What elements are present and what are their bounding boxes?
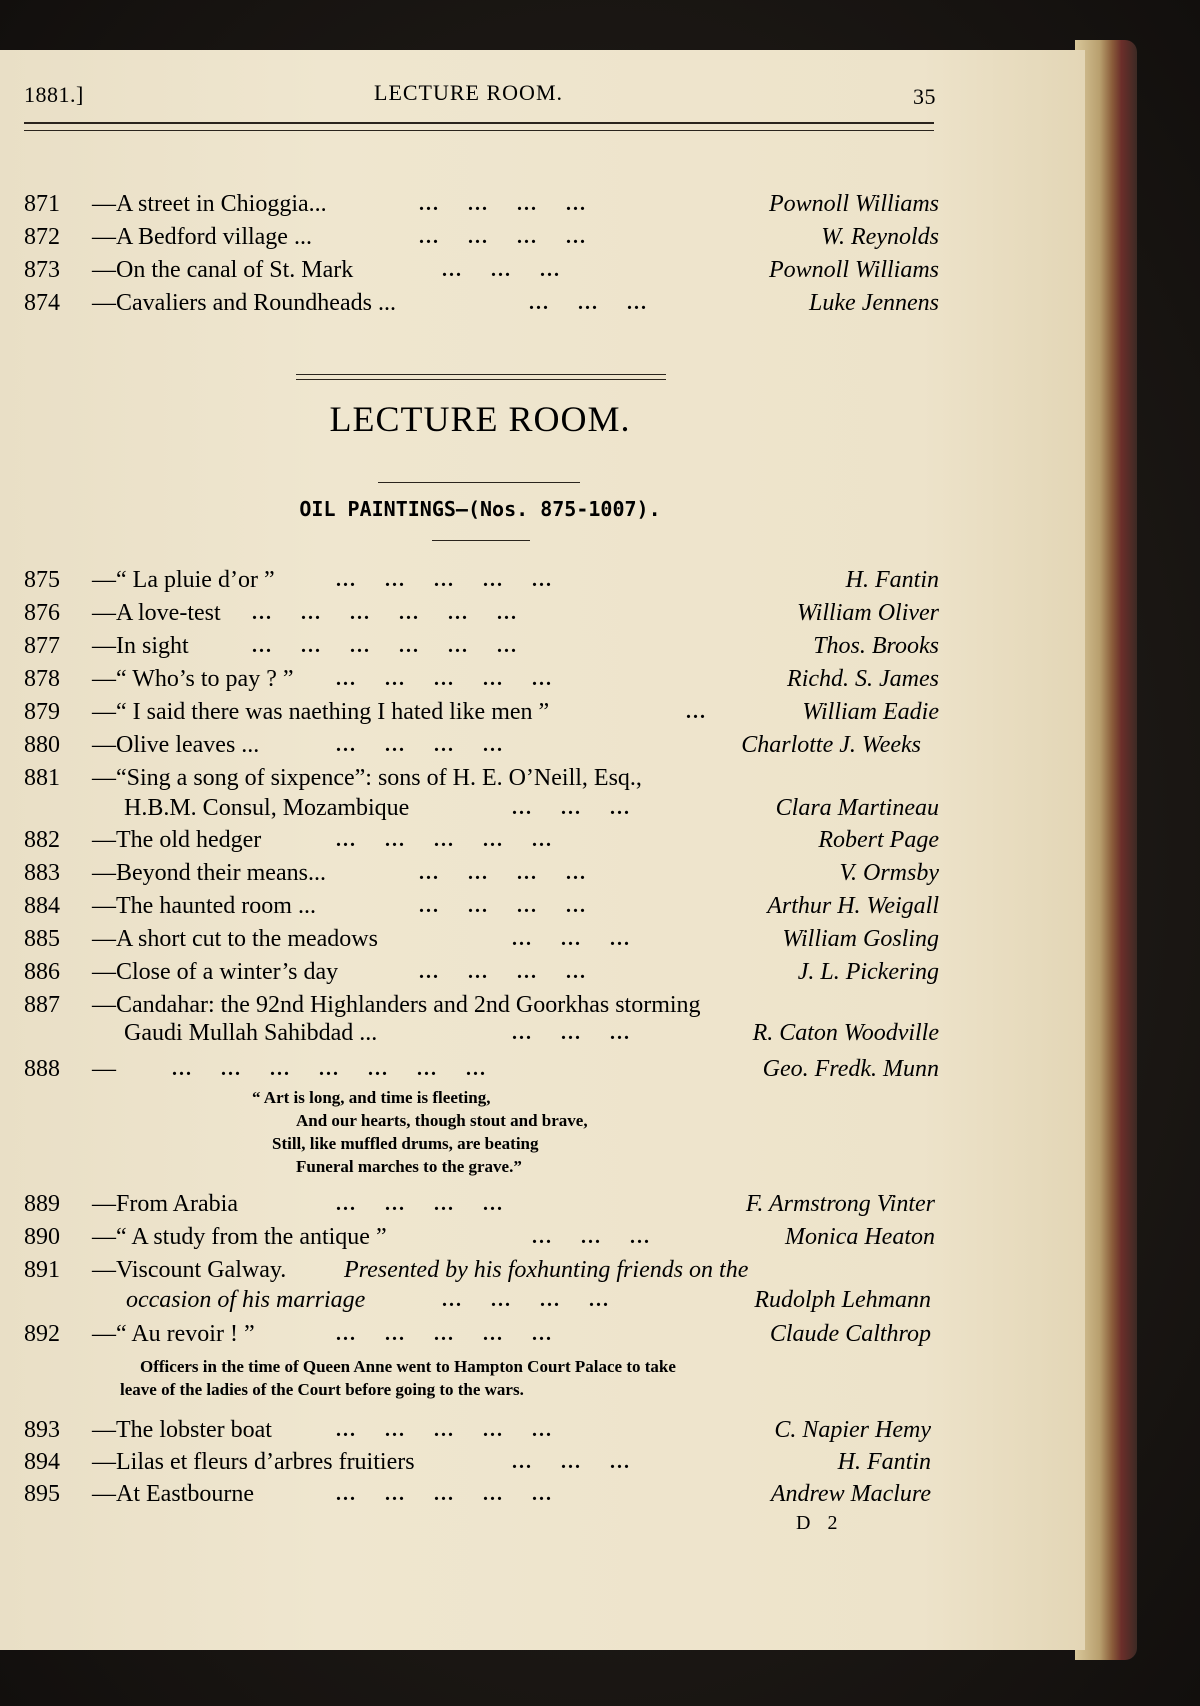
epigraph-line: “ Art is long, and time is fleeting, [252,1088,491,1107]
list-item [24,564,939,596]
leader-dots: ... ... ... ... [442,1289,610,1311]
entry-artist: W. Reynolds [821,224,939,250]
entry-title: —Cavaliers and Roundheads ... [92,290,396,316]
entry-title: —From Arabia [92,1191,238,1217]
list-item [24,989,939,1049]
entry-artist: Monica Heaton [785,1224,935,1250]
entry-number: 875 [24,567,60,593]
leader-dots: ... ... ... ... ... [336,829,553,851]
entry-number: 872 [24,224,60,250]
header-double-rule [24,122,934,131]
entry-title: —Candahar: the 92nd Highlanders and 2nd Goorkhas storming [92,992,701,1018]
entry-artist: C. Napier Hemy [774,1417,931,1443]
entry-title: —At Eastbourne [92,1481,254,1507]
entry-number: 890 [24,1224,60,1250]
entry-artist: Pownoll Williams [768,257,939,283]
entry-title: —In sight [92,633,189,659]
entry-number: 895 [24,1481,60,1507]
list-item [24,1254,939,1318]
section-heading: LECTURE ROOM. [329,399,631,439]
list-item [24,1446,939,1478]
leader-dots: ... ... ... [512,928,631,950]
entry-artist: Claude Calthrop [769,1321,931,1347]
entry-number: 880 [24,732,60,758]
running-head [24,72,936,112]
entry-number: 881 [24,765,60,791]
list-item [24,762,939,824]
leader-dots: ... ... ... [512,797,631,819]
entry-number: 877 [24,633,60,659]
note-line: Officers in the time of Queen Anne went to Hampton Court Palace to take [140,1357,676,1376]
leader-dots: ... ... ... [512,1022,631,1044]
entry-artist: Charlotte J. Weeks [741,732,921,758]
entry-number: 886 [24,959,60,985]
list-item [24,1414,939,1446]
list-item [24,663,939,695]
entry-artist: William Eadie [802,699,939,725]
entry-artist: R. Caton Woodville [752,1020,939,1046]
entry-artist: William Gosling [782,926,939,952]
leader-dots: ... ... ... ... [336,1193,504,1215]
entry-number: 871 [24,191,60,217]
note-line: leave of the ladies of the Court before going to the wars. [120,1380,524,1399]
entry-number: 879 [24,699,60,725]
epigraph-line: Still, like muffled drums, are beating [272,1134,539,1153]
leader-dots: ... ... ... ... ... ... ... [172,1058,487,1080]
entry-artist: Arthur H. Weigall [767,893,939,919]
page-number: 35 [913,84,936,109]
entry-number: 882 [24,827,60,853]
list-item [24,287,939,319]
entry-title: —The old hedger [92,827,262,853]
entry-title: —Viscount Galway. [92,1257,287,1283]
entry-number: 873 [24,257,60,283]
epigraph-888 [252,1086,682,1178]
leader-dots: ... ... ... ... ... [336,569,553,591]
entry-title: —The lobster boat [92,1417,272,1443]
list-item [24,696,939,728]
leader-dots: ... [686,701,707,723]
entry-number: 876 [24,600,60,626]
entry-title: —A street in Chioggia... [92,191,327,217]
entry-artist: Clara Martineau [775,795,939,821]
section-subheading: OIL PAINTINGS—(Nos. 875-1007). [299,497,661,521]
entry-artist: William Oliver [797,600,939,626]
entry-title: —“ A study from the antique ” [92,1224,387,1250]
epigraph-line: And our hearts, though stout and brave, [296,1111,588,1130]
entry-number: 883 [24,860,60,886]
subheading-rule [432,540,530,541]
list-item [24,1053,939,1085]
entry-artist: H. Fantin [837,1449,931,1475]
entry-artist: Luke Jennens [809,290,939,316]
leader-dots: ... ... ... ... [419,226,587,248]
header-title: LECTURE ROOM. [374,80,563,105]
entry-artist: V. Ormsby [839,860,939,886]
leader-dots: ... ... ... ... ... ... [252,635,518,657]
leader-dots: ... ... ... ... [419,862,587,884]
entry-title: —A Bedford village ... [92,224,312,250]
list-item [24,630,939,662]
entry-title: —“ La pluie d’or ” [92,567,275,593]
list-item [24,890,939,922]
list-item [24,254,939,286]
list-item [24,1188,939,1220]
entry-artist: J. L. Pickering [797,959,939,985]
list-item [24,1478,939,1510]
entry-title: —Olive leaves ... [92,732,260,758]
entry-title-continued: occasion of his marriage [126,1287,366,1313]
leader-dots: ... ... ... ... ... [336,668,553,690]
entry-number: 884 [24,893,60,919]
list-item [24,824,939,856]
list-item [24,956,939,988]
leader-dots: ... ... ... ... [419,193,587,215]
entry-artist: Richd. S. James [787,666,939,692]
entry-number: 894 [24,1449,60,1475]
entry-number: 887 [24,992,60,1018]
leader-dots: ... ... ... ... [419,961,587,983]
entry-title: —Lilas et fleurs d’arbres fruitiers [92,1449,415,1475]
entry-title: —Beyond their means... [92,860,326,886]
entry-artist: F. Armstrong Vinter [745,1191,935,1217]
entry-number: 893 [24,1417,60,1443]
list-item [24,729,939,761]
heading-rule [378,482,580,483]
entry-number: 874 [24,290,60,316]
entry-number: 889 [24,1191,60,1217]
list-item [24,221,939,253]
leader-dots: ... ... ... [442,259,561,281]
entry-title: —“ Who’s to pay ? ” [92,666,294,692]
leader-dots: ... ... ... [512,1451,631,1473]
entry-title: —A short cut to the meadows [92,926,378,952]
entry-artist: Andrew Maclure [770,1481,931,1507]
leader-dots: ... ... ... [532,1226,651,1248]
entry-title-continued: Gaudi Mullah Sahibdad ... [124,1020,378,1046]
entry-artist: Thos. Brooks [813,633,939,659]
list-item [24,923,939,955]
leader-dots: ... ... ... ... [336,734,504,756]
note-892 [120,1355,880,1401]
leader-dots: ... ... ... ... ... [336,1419,553,1441]
entry-title: —On the canal of St. Mark [92,257,354,283]
entry-title-continued: H.B.M. Consul, Mozambique [124,795,410,821]
entry-title: —Close of a winter’s day [92,959,339,985]
list-item [24,1318,939,1350]
list-item [24,857,939,889]
entry-number: 885 [24,926,60,952]
entry-title: —“ I said there was naething I hated like men ” [92,699,550,725]
leader-dots: ... ... ... [529,292,648,314]
signature-mark: D 2 [796,1512,844,1534]
header-year: 1881.] [24,82,84,107]
section-divider [296,374,666,380]
leader-dots: ... ... ... ... ... [336,1483,553,1505]
entry-number: 888 [24,1056,60,1082]
epigraph-line: Funeral marches to the grave.” [296,1157,522,1176]
list-item [24,597,939,629]
entry-artist: Geo. Fredk. Munn [762,1056,939,1082]
entry-title: —A love-test [92,600,221,626]
leader-dots: ... ... ... ... [419,895,587,917]
entry-number: 892 [24,1321,60,1347]
leader-dots: ... ... ... ... ... [336,1323,553,1345]
entry-artist: Robert Page [818,827,939,853]
list-item [24,188,939,220]
entry-artist: H. Fantin [845,567,939,593]
entry-artist: Pownoll Williams [768,191,939,217]
entry-title: —“Sing a song of sixpence”: sons of H. E. O’Neill, Esq., [92,765,642,791]
leader-dots: ... ... ... ... ... ... [252,602,518,624]
entry-title-italic: Presented by his foxhunting friends on the [344,1257,749,1283]
list-item [24,1221,939,1253]
entry-title: — [92,1056,116,1082]
entry-number: 891 [24,1257,60,1283]
entry-number: 878 [24,666,60,692]
entry-title: —The haunted room ... [92,893,316,919]
entry-title: —“ Au revoir ! ” [92,1321,255,1347]
entry-artist: Rudolph Lehmann [754,1287,931,1313]
